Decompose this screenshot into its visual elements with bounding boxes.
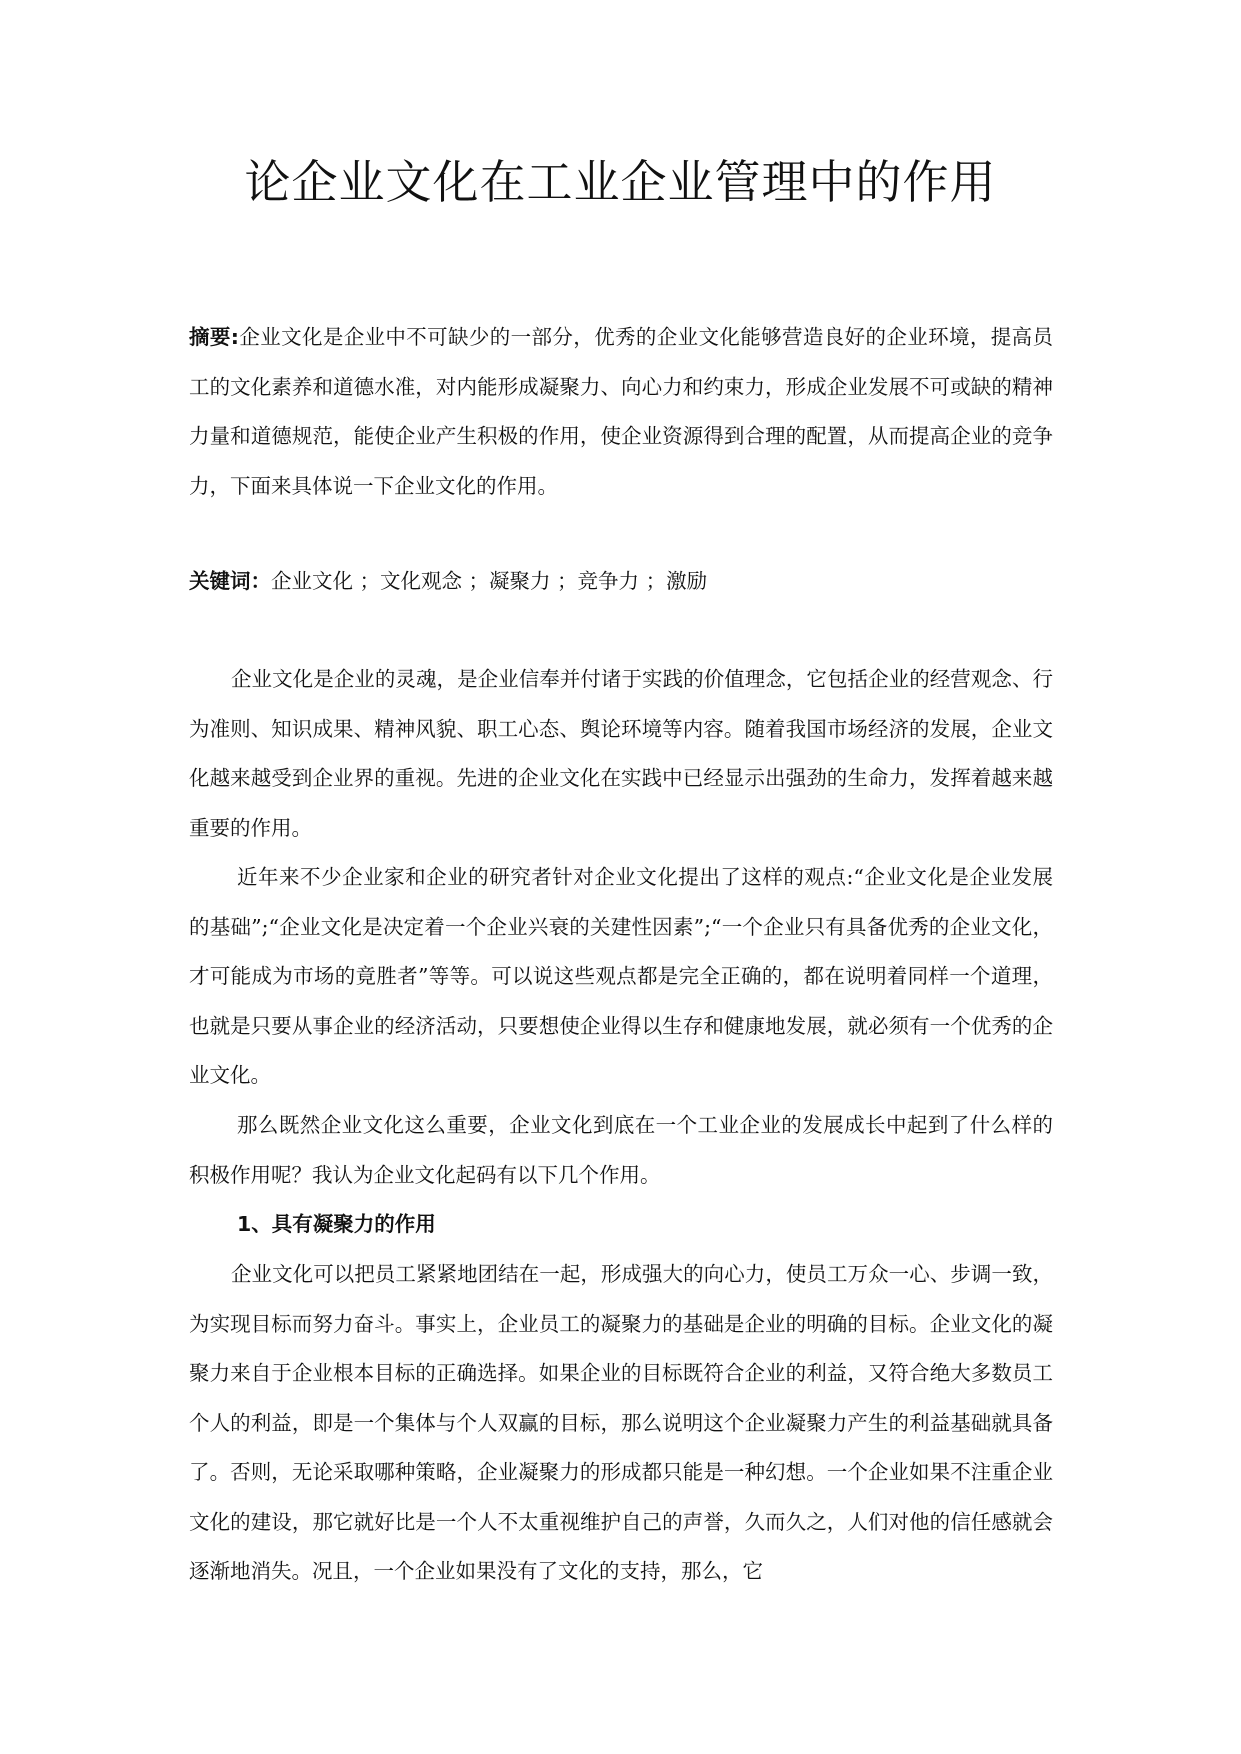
abstract-paragraph xyxy=(189,313,1053,511)
section-heading: 1、具有凝聚力的作用 xyxy=(237,1212,436,1236)
body-paragraph-1: 企业文化是企业的灵魂，是企业信奉并付诸于实践的价值理念，它包括企业的经营观念、行为准则、知识成果、精神风貌、职工心态、舆论环境等内容。随着我国市场经济的发展，企业文化越来越受到企业界的重视。先进的企业文化在实践中已经显示出强劲的生命力，发挥着越来越重要的作用。 xyxy=(189,667,1053,840)
body-paragraph-2: 近年来不少企业家和企业的研究者针对企业文化提出了这样的观点:“企业文化是企业发展的基础”;“企业文化是决定着一个企业兴衰的关建性因素”;“一个企业只有具备优秀的企业文化，才可能成为市场的竟胜者”等等。可以说这些观点都是完全正确的，都在说明着同样一个道理，也就是只要从事企业的经济活动，只要想使企业得以生存和健康地发展，就必须有一个优秀的企业文化。 xyxy=(189,865,1053,1087)
document-title: 论企业文化在工业企业管理中的作用 xyxy=(244,155,997,209)
section-paragraph: 企业文化可以把员工紧紧地团结在一起，形成强大的向心力，使员工万众一心、步调一致，为实现目标而努力奋斗。事实上，企业员工的凝聚力的基础是企业的明确的目标。企业文化的凝聚力来自于企业根本目标的正确选择。如果企业的目标既符合企业的利益，又符合绝大多数员工个人的利益，即是一个集体与个人双赢的目标，那么说明这个企业凝聚力产生的利益基础就具备了。否则，无论采取哪种策略，企业凝聚力的形成都只能是一种幻想。一个企业如果不注重企业文化的建设，那它就好比是一个人不太重视维护自己的声誉，久而久之，人们对他的信任感就会逐渐地消失。况且，一个企业如果没有了文化的支持，那么，它 xyxy=(189,1262,1053,1583)
keywords-text: 企业文化 ；文化观念 ；凝聚力 ；竞争力 ；激励 xyxy=(271,569,708,593)
abstract-label: 摘要: xyxy=(189,325,239,349)
abstract-text: 企业文化是企业中不可缺少的一部分，优秀的企业文化能够营造良好的企业环境，提高员工的文化素养和道德水准，对内能形成凝聚力、向心力和约束力，形成企业发展不可或缺的精神力量和道德规范，能使企业产生积极的作用，使企业资源得到合理的配置，从而提高企业的竞争力，下面来具体说一下企业文化的作用。 xyxy=(189,325,1054,498)
keywords-line xyxy=(189,557,1053,607)
keywords-label: 关键词： xyxy=(189,569,271,593)
body-paragraph-3: 那么既然企业文化这么重要，企业文化到底在一个工业企业的发展成长中起到了什么样的积极作用呢？我认为企业文化起码有以下几个作用。 xyxy=(189,1113,1053,1187)
